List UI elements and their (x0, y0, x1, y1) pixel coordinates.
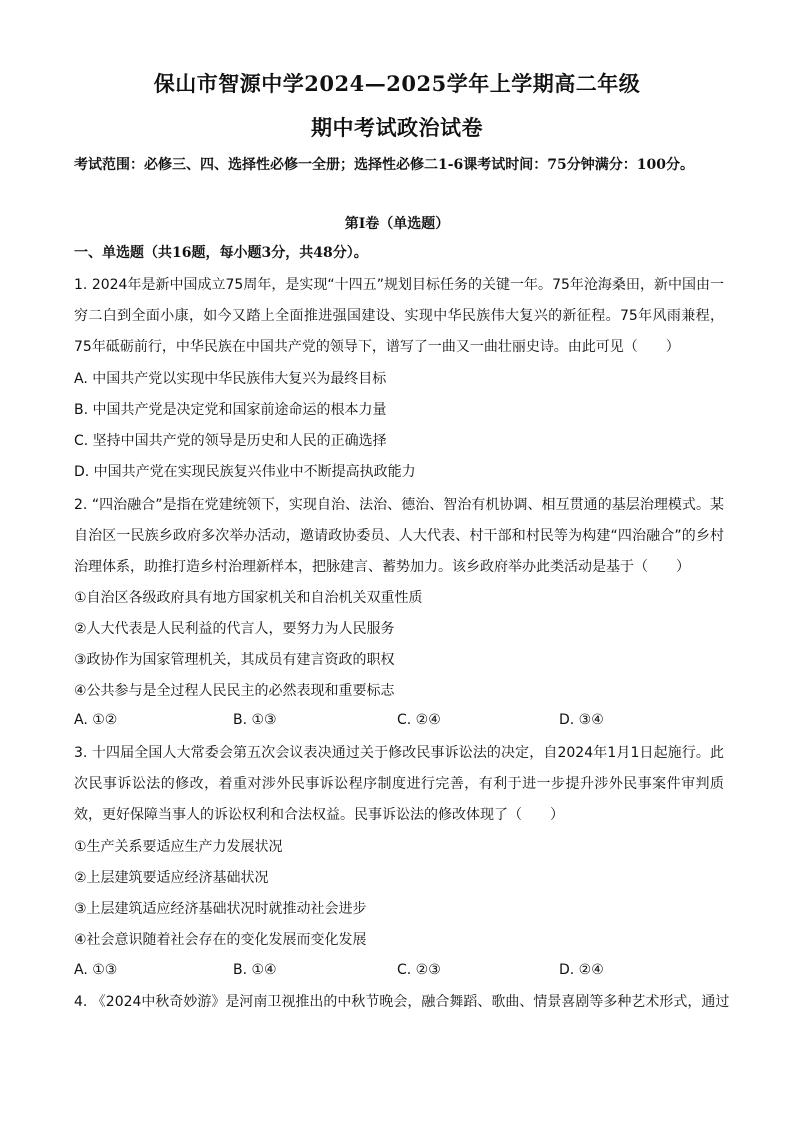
question-3-choice-c: C. ②③ (397, 962, 441, 978)
question-2-choice-a: A. ①② (74, 712, 118, 728)
question-2-item-4: ④公共参与是全过程人民民主的必然表现和重要标志 (74, 683, 395, 699)
question-1-option-a: A. 中国共产党以实现中华民族伟大复兴为最终目标 (74, 371, 387, 387)
question-3-item-4: ④社会意识随着社会存在的变化发展而变化发展 (74, 932, 367, 948)
question-3-stem: 3. 十四届全国人大常委会第五次会议表决通过关于修改民事诉讼法的决定，自2024年1月1日起施行。此次民事诉讼法的修改，着重对涉外民事诉讼程序制度进行完善，有利于进一步提升涉外民事案件审判质效，更好保障当事人的诉讼权利和合法权益。民事诉讼法的修改体现了（ ） (74, 745, 724, 823)
part-title: 一、单选题（共16题，每小题3分，共48分）。 (74, 245, 368, 261)
question-3-item-3: ③上层建筑适应经济基础状况时就推动社会进步 (74, 901, 367, 917)
question-2-choice-b: B. ①③ (233, 712, 277, 728)
question-2-item-1: ①自治区各级政府具有地方国家机关和自治机关双重性质 (74, 590, 423, 606)
question-2-choice-c: C. ②④ (397, 712, 441, 728)
question-4-stem: 4. 《2024中秋奇妙游》是河南卫视推出的中秋节晚会，融合舞蹈、歌曲、情景喜剧等多种艺术形式，通过 (74, 994, 730, 1010)
section-title: 第Ⅰ卷（单选题） (344, 216, 450, 232)
question-2-item-3: ③政协作为国家管理机关，其成员有建言资政的职权 (74, 652, 395, 668)
exam-subtitle: 期中考试政治试卷 (311, 115, 483, 140)
question-2-stem: 2. “四治融合”是指在党建统领下，实现自治、法治、德治、智治有机协调、相互贯通的基层治理模式。某自治区一民族乡政府多次举办活动，邀请政协委员、人大代表、村干部和村民等为构建“四治融合”的乡村治理体系，助推打造乡村治理新样本，把脉建言、蓄势加力。该乡政府举办此类活动是基于（ ） (74, 497, 724, 575)
question-2-choice-d: D. ③④ (559, 712, 604, 728)
question-2-item-2: ②人大代表是人民利益的代言人，要努力为人民服务 (74, 621, 395, 637)
question-1-option-b: B. 中国共产党是决定党和国家前途命运的根本力量 (74, 402, 387, 418)
question-3-choice-b: B. ①④ (233, 962, 277, 978)
question-1-option-d: D. 中国共产党在实现民族复兴伟业中不断提高执政能力 (74, 464, 416, 480)
question-1-stem: 1. 2024年是新中国成立75周年，是实现“十四五”规划目标任务的关键一年。75年沧海桑田，新中国由一穷二白到全面小康，如今又踏上全面推进强国建设、实现中华民族伟大复兴的新征程。75年风雨兼程，75年砥砺前行，中华民族在中国共产党的领导下，谱写了一曲又一曲壮丽史诗。由此可见（ ） (74, 277, 724, 355)
question-3-item-1: ①生产关系要适应生产力发展状况 (74, 839, 283, 855)
question-3-choice-a: A. ①③ (74, 962, 118, 978)
question-1-option-c: C. 坚持中国共产党的领导是历史和人民的正确选择 (74, 433, 387, 449)
question-3-item-2: ②上层建筑要适应经济基础状况 (74, 870, 269, 886)
exam-title: 保山市智源中学2024—2025学年上学期高二年级 (153, 71, 641, 96)
exam-scope: 考试范围：必修三、四、选择性必修一全册；选择性必修二1-6课考试时间：75分钟满分：100分。 (74, 157, 694, 173)
question-3-choice-d: D. ②④ (559, 962, 604, 978)
